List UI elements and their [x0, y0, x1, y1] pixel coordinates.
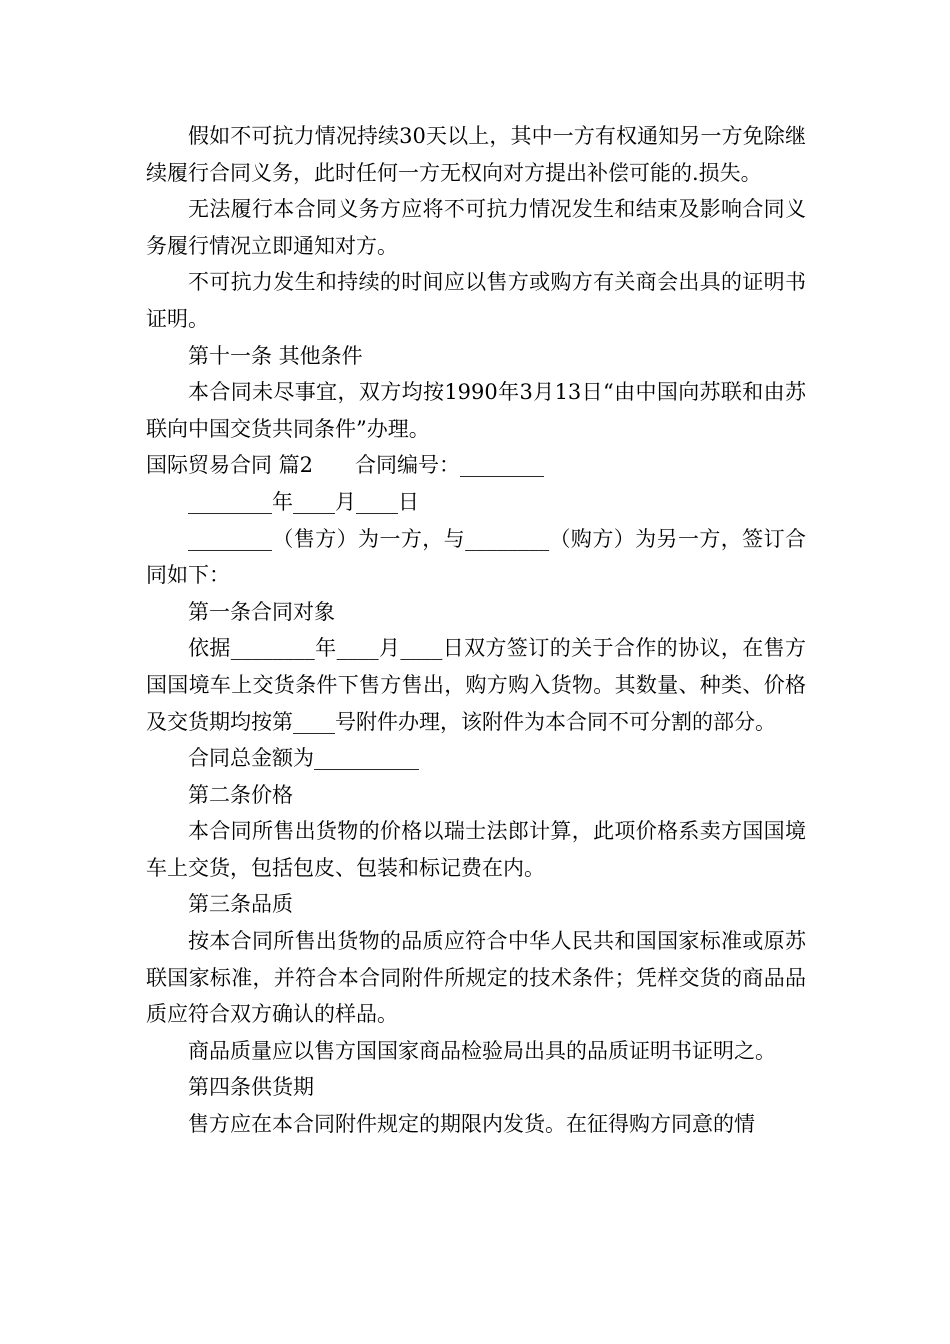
paragraph-contract-object: 依据________年____月____日双方签订的关于合作的协议，在售方国国境车上交货条件下售方售出，购方购入货物。其数量、种类、价格及交货期均按第____号附件办理，该附件为本合同不可分割的部分。	[146, 636, 806, 734]
paragraph-chamber-certificate: 不可抗力发生和持续的时间应以售方或购方有关商会出具的证明书证明。	[146, 270, 806, 331]
paragraph-delivery-period: 售方应在本合同附件规定的期限内发货。在征得购方同意的情	[188, 1112, 755, 1137]
paragraph-force-majeure-30-days: 假如不可抗力情况持续30天以上，其中一方有权通知另一方免除继续履行合同义务，此时任何一方无权向对方提出补偿可能的.损失。	[146, 124, 806, 185]
heading-article-4: 第四条供货期	[188, 1075, 314, 1100]
heading-contract-2-number: 国际贸易合同 篇2 合同编号：________	[146, 453, 545, 478]
paragraph-parties: ________（售方）为一方，与________（购方）为另一方，签订合同如下：	[146, 526, 806, 588]
paragraph-notify-other-party: 无法履行本合同义务方应将不可抗力情况发生和结束及影响合同义务履行情况立即通知对方。	[146, 197, 806, 258]
paragraph-price: 本合同所售出货物的价格以瑞士法郎计算，此项价格系卖方国国境车上交货，包括包皮、包装和标记费在内。	[146, 819, 806, 880]
paragraph-general-conditions: 本合同未尽事宜，双方均按1990年3月13日“由中国向苏联和由苏联向中国交货共同条件”办理。	[146, 380, 806, 441]
heading-article-3: 第三条品质	[188, 892, 293, 917]
heading-article-2: 第二条价格	[188, 782, 293, 807]
heading-article-11: 第十一条 其他条件	[188, 343, 363, 368]
heading-article-1: 第一条合同对象	[188, 599, 335, 624]
paragraph-total-amount: 合同总金额为__________	[188, 746, 419, 771]
paragraph-quality-certificate: 商品质量应以售方国国家商品检验局出具的品质证明书证明之。	[188, 1038, 776, 1063]
paragraph-date-blank: ________年____月____日	[188, 489, 419, 514]
document-body	[146, 118, 806, 1143]
paragraph-quality-standards: 按本合同所售出货物的品质应符合中华人民共和国国家标准或原苏联国家标准，并符合本合同附件所规定的技术条件；凭样交货的商品品质应符合双方确认的样品。	[146, 929, 806, 1027]
